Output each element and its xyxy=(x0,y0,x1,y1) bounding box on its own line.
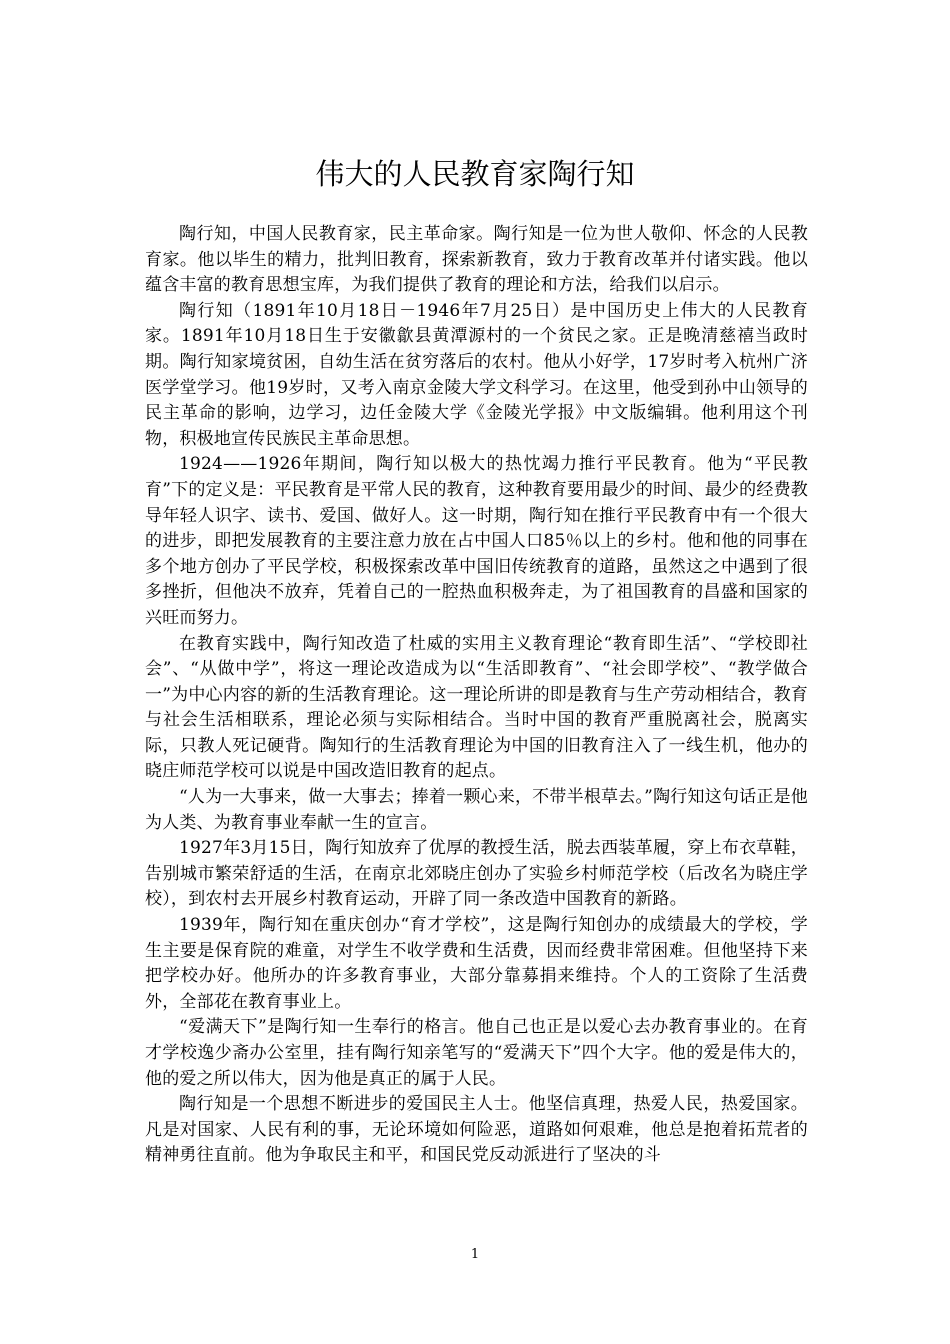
paragraph: “爱满天下”是陶行知一生奉行的格言。他自己也正是以爱心去办教育事业的。在育才学校逸少斋办公室里，挂有陶行知亲笔写的“爱满天下”四个大字。他的爱是伟大的，他的爱之所以伟大，因为他是真正的属于人民。 xyxy=(145,1017,808,1089)
paragraph: 陶行知，中国人民教育家，民主革命家。陶行知是一位为世人敬仰、怀念的人民教育家。他以毕生的精力，批判旧教育，探索新教育，致力于教育改革并付诸实践。他以蕴含丰富的教育思想宝库，为我们提供了教育的理论和方法，给我们以启示。 xyxy=(145,224,808,296)
paragraph: 1924——1926年期间，陶行知以极大的热忱竭力推行平民教育。他为“平民教育”下的定义是：平民教育是平常人民的教育，这种教育要用最少的时间、最少的经费教导年轻人识字、读书、爱国、做好人。这一时期，陶行知在推行平民教育中有一个很大的进步，即把发展教育的主要注意力放在占中国人口85％以上的乡村。他和他的同事在多个地方创办了平民学校，积极探索改革中国旧传统教育的道路，虽然这之中遇到了很多挫折，但他决不放弃，凭着自己的一腔热血积极奔走，为了祖国教育的昌盛和国家的兴旺而努力。 xyxy=(145,454,808,628)
paragraph: 1939年，陶行知在重庆创办“育才学校”，这是陶行知创办的成绩最大的学校，学生主要是保育院的难童，对学生不收学费和生活费，因而经费非常困难。但他坚持下来把学校办好。他所办的许多教育事业，大部分靠募捐来维持。个人的工资除了生活费外，全部花在教育事业上。 xyxy=(145,915,808,1012)
document-title: 伟大的人民教育家陶行知 xyxy=(315,157,635,191)
paragraph: 在教育实践中，陶行知改造了杜威的实用主义教育理论“教育即生活”、“学校即社会”、“从做中学”，将这一理论改造成为以“生活即教育”、“社会即学校”、“教学做合一”为中心内容的新的生活教育理论。这一理论所讲的即是教育与生产劳动相结合，教育与社会生活相联系，理论必须与实际相结合。当时中国的教育严重脱离社会，脱离实际，只教人死记硬背。陶知行的生活教育理论为中国的旧教育注入了一线生机，他办的晓庄师范学校可以说是中国改造旧教育的起点。 xyxy=(145,633,808,782)
paragraph: “人为一大事来，做一大事去；捧着一颗心来，不带半根草去。”陶行知这句话正是他为人类、为教育事业奉献一生的宣言。 xyxy=(145,787,808,833)
document-body xyxy=(145,222,808,1169)
page-number: 1 xyxy=(470,1247,480,1262)
paragraph: 陶行知（1891年10月18日－1946年7月25日）是中国历史上伟大的人民教育家。1891年10月18日生于安徽歙县黄潭源村的一个贫民之家。正是晚清慈禧当政时期。陶行知家境贫困，自幼生活在贫穷落后的农村。他从小好学，17岁时考入杭州广济医学堂学习。他19岁时，又考入南京金陵大学文科学习。在这里，他受到孙中山领导的民主革命的影响，边学习，边任金陵大学《金陵光学报》中文版编辑。他利用这个刊物，积极地宣传民族民主革命思想。 xyxy=(145,300,808,449)
paragraph: 1927年3月15日，陶行知放弃了优厚的教授生活，脱去西装革履，穿上布衣草鞋，告别城市繁荣舒适的生活，在南京北郊晓庄创办了实验乡村师范学校（后改名为晓庄学校），到农村去开展乡村教育运动，开辟了同一条改造中国教育的新路。 xyxy=(145,838,808,910)
paragraph: 陶行知是一个思想不断进步的爱国民主人士。他坚信真理，热爱人民，热爱国家。凡是对国家、人民有利的事，无论环境如何险恶，道路如何艰难，他总是抱着拓荒者的精神勇往直前。他为争取民主和平，和国民党反动派进行了坚决的斗 xyxy=(145,1094,808,1166)
